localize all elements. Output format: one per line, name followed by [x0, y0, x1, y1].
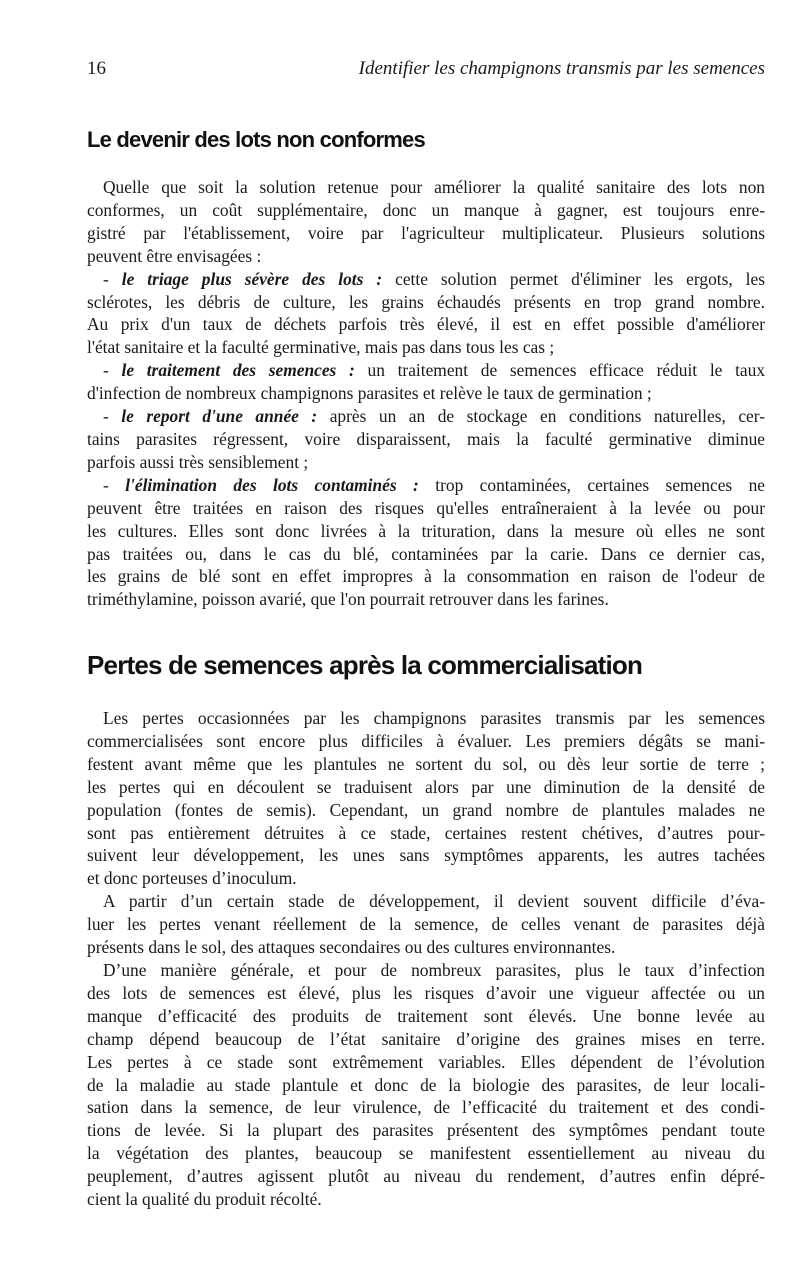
bullet-lead: le triage plus sévère des lots : [121, 268, 383, 289]
bullet-dash: - [103, 474, 126, 495]
text-line: pas traitées ou, dans le cas du blé, contaminées par la carie. Dans ce dernier cas, [87, 543, 765, 564]
text-line: d'infection de nombreux champignons parasites et relève le taux de germination ; [87, 383, 652, 404]
text-line: suivent leur développement, les unes sans symptômes apparents, les autres tachées [87, 845, 765, 866]
text-line: la végétation des plantes, beaucoup se manifestent essentiellement au niveau du [87, 1143, 765, 1164]
bullet-lead: l'élimination des lots contaminés : [125, 474, 419, 495]
bullet-text: cette solution permet d'éliminer les ergots, les [382, 268, 766, 289]
text-line: de la maladie au stade plantule et donc de la biologie des parasites, de leur locali- [87, 1074, 765, 1095]
bullet-paragraph [87, 268, 765, 360]
text-line: Au prix d'un taux de déchets parfois très élevé, il est en effet possible d'améliorer [87, 314, 765, 335]
paragraph [87, 959, 765, 1211]
section-body [87, 707, 765, 1211]
bullet-text: un traitement de semences efficace réduit le taux [354, 360, 766, 381]
section-heading: Le devenir des lots non conformes [87, 127, 425, 152]
text-line: l'état sanitaire et la faculté germinative, mais pas dans tous les cas ; [87, 337, 555, 358]
text-line: cient la qualité du produit récolté. [87, 1189, 322, 1210]
text-line [87, 474, 765, 497]
text-line: manque d’efficacité des produits de traitement sont élevés. Une bonne levée au [87, 1005, 765, 1026]
text-line: luer les pertes venant réellement de la semence, de celles venant de parasites déjà [87, 914, 765, 935]
paragraph [87, 707, 765, 890]
bullet-lead: le traitement des semences : [121, 360, 355, 381]
text-line [87, 268, 765, 291]
section-body [87, 176, 765, 611]
text-line: conformes, un coût supplémentaire, donc un manque à gagner, est toujours enre- [87, 199, 765, 220]
text-line: tions de levée. Si la plupart des parasites présentent des symptômes pendant toute [87, 1120, 765, 1141]
text-line: festent avant même que les plantules ne sortent du sol, ou dès leur sortie de terre ; [87, 753, 765, 774]
text-line: peuvent être envisagées : [87, 245, 262, 266]
bullet-dash: - [103, 360, 122, 381]
text-line: population (fontes de semis). Cependant, un grand nombre de plantules malades ne [87, 799, 765, 820]
text-line: présents dans le sol, des attaques secondaires ou des cultures environnantes. [87, 937, 616, 958]
text-line: sation dans la semence, de leur virulence, de l’efficacité du traitement et des condi- [87, 1097, 765, 1118]
bullet-paragraph [87, 359, 765, 405]
text-line: les cultures. Elles sont donc livrées à la trituration, dans la mesure où elles ne sont [87, 520, 765, 541]
text-line: Quelle que soit la solution retenue pour améliorer la qualité sanitaire des lots non [103, 177, 765, 197]
text-line: sont pas entièrement détruites à ce stade, certaines restent chétives, d’autres pour- [87, 822, 765, 843]
text-line: gistré par l'établissement, voire par l'agriculteur multiplicateur. Plusieurs solutions [87, 222, 765, 243]
text-line: D’une manière générale, et pour de nombreux parasites, plus le taux d’infection [103, 959, 765, 980]
paragraph [87, 890, 765, 959]
text-line: Les pertes à ce stade sont extrêmement variables. Elles dépendent de l’évolution [87, 1051, 765, 1072]
text-line [87, 359, 765, 382]
text-line: sclérotes, les débris de culture, les grains échaudés présents en trop grand nombre. [87, 291, 765, 312]
text-line [87, 405, 765, 428]
text-line: parfois aussi très sensiblement ; [87, 451, 309, 472]
text-line: champ dépend beaucoup de l’état sanitaire d’origine des graines mises en terre. [87, 1028, 765, 1049]
text-line: les pertes qui en découlent se traduisent alors par une diminution de la densité de [87, 776, 765, 797]
text-line: triméthylamine, poisson avarié, que l'on pourrait retrouver dans les farines. [87, 589, 609, 610]
text-line: des lots de semences est élevé, plus les risques d’avoir une vigueur affectée ou un [87, 982, 765, 1003]
bullet-paragraph [87, 474, 765, 611]
text-line: et donc porteuses d’inoculum. [87, 868, 297, 889]
bullet-text: trop contaminées, certaines semences ne [418, 474, 765, 495]
bullet-paragraph [87, 405, 765, 474]
section-heading: Pertes de semences après la commercialisation [87, 650, 643, 680]
text-line: les grains de blé sont en effet impropres à la consommation en raison de l'odeur de [87, 566, 765, 587]
text-line: commercialisées sont encore plus difficiles à évaluer. Les premiers dégâts se mani- [87, 730, 765, 751]
paragraph [87, 176, 765, 268]
bullet-dash: - [103, 268, 122, 289]
text-line: peuvent être traitées en raison des risques qu'elles entraîneraient à la levée ou pour [87, 497, 765, 518]
text-line: Les pertes occasionnées par les champignons parasites transmis par les semences [103, 708, 765, 728]
bullet-lead: le report d'une année : [121, 406, 318, 427]
text-line: peuplement, d’autres agissent plutôt au niveau du rendement, d’autres enfin dépré- [87, 1166, 765, 1187]
page-number: 16 [87, 58, 106, 79]
bullet-text: après un an de stockage en conditions naturelles, cer- [317, 406, 765, 427]
text-line: tains parasites régressent, voire disparaissent, mais la faculté germinative diminue [87, 428, 765, 449]
running-title: Identifier les champignons transmis par les semences [358, 58, 765, 79]
bullet-dash: - [103, 406, 122, 427]
text-line: A partir d’un certain stade de développement, il devient souvent difficile d’éva- [103, 891, 765, 912]
